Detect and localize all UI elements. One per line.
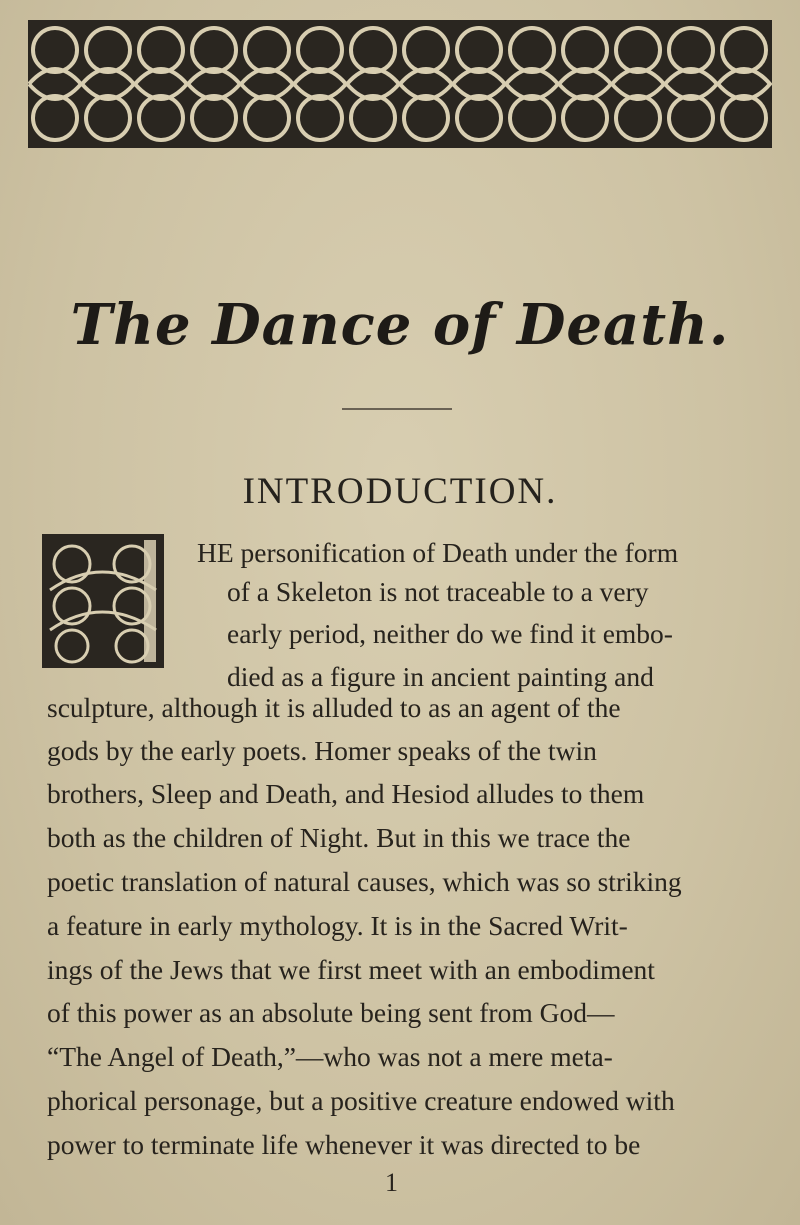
- section-heading: INTRODUCTION.: [242, 471, 558, 512]
- text-line: gods by the early poets. Homer speaks of the twin: [47, 735, 597, 766]
- text-line: power to terminate life whenever it was directed to be: [47, 1129, 641, 1160]
- text-line: early period, neither do we find it embo-: [227, 618, 673, 649]
- text-line: ings of the Jews that we first meet with an embodiment: [47, 954, 655, 985]
- decorated-initial-icon: [42, 534, 164, 668]
- text-line: poetic translation of natural causes, which was so striking: [47, 866, 682, 897]
- text-line: of a Skeleton is not traceable to a very: [227, 576, 649, 607]
- text-line: “The Angel of Death,”—who was not a mere meta-: [47, 1041, 613, 1072]
- text-line: a feature in early mythology. It is in the Sacred Writ-: [47, 910, 628, 941]
- text-line: died as a figure in ancient painting and: [227, 661, 654, 692]
- ornamental-header-icon: [28, 20, 772, 148]
- text-line: HE personification of Death under the form: [197, 537, 679, 568]
- title-divider: [342, 408, 452, 410]
- page-title: The Dance of Death.: [70, 292, 730, 358]
- text-line: of this power as an absolute being sent from God—: [47, 997, 615, 1028]
- text-line: both as the children of Night. But in this we trace the: [47, 822, 631, 853]
- page-number: 1: [385, 1168, 398, 1197]
- text-line: phorical personage, but a positive creature endowed with: [47, 1085, 675, 1116]
- text-line: brothers, Sleep and Death, and Hesiod alludes to them: [47, 778, 645, 809]
- text-line: sculpture, although it is alluded to as an agent of the: [47, 692, 621, 723]
